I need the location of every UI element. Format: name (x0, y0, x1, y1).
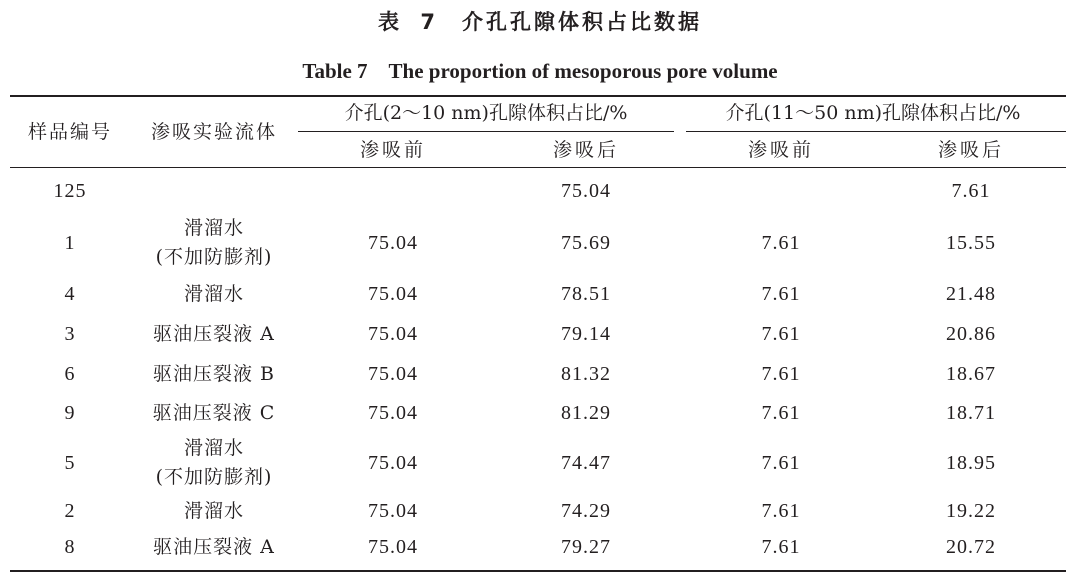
fluid-cell: 滑溜水 (183, 500, 244, 522)
g2-before-cell: 7.61 (761, 452, 801, 474)
g2-after-cell: 21.48 (946, 283, 996, 305)
g1-after-cell: 81.29 (561, 402, 611, 424)
g1-after-cell: 78.51 (561, 283, 611, 305)
sample-id-cell: 5 (64, 452, 76, 474)
bottom-rule (10, 570, 1066, 572)
g2-after-cell: 18.71 (946, 402, 996, 424)
group2-underline (686, 131, 1066, 132)
g1-after-cell: 75.04 (561, 180, 611, 202)
g2-before-cell: 7.61 (761, 500, 801, 522)
sample-id-cell: 4 (64, 283, 76, 305)
g1-before-cell: 75.04 (368, 500, 418, 522)
g2-after-cell: 7.61 (951, 180, 991, 202)
g1-after-cell: 79.14 (561, 323, 611, 345)
fluid-cell-line1: 滑溜水 (183, 437, 244, 459)
group1-underline (298, 131, 674, 132)
sample-id-cell: 6 (64, 363, 76, 385)
g2-after-cell: 19.22 (946, 500, 996, 522)
fluid-cell-line1: 滑溜水 (183, 217, 244, 239)
g1-before-cell: 75.04 (368, 452, 418, 474)
sample-id-cell: 1 (64, 232, 76, 254)
g1-before-cell: 75.04 (368, 323, 418, 345)
fluid-cell: 驱油压裂液 A (153, 323, 275, 345)
sample-id-cell: 2 (64, 500, 76, 522)
fluid-cell: 驱油压裂液 B (152, 363, 275, 385)
header-sample-no: 样品编号 (27, 121, 112, 143)
g2-after-cell: 15.55 (946, 232, 996, 254)
sample-id-cell: 8 (64, 536, 76, 558)
sample-id-cell: 3 (64, 323, 76, 345)
g1-before-cell: 75.04 (368, 402, 418, 424)
g2-after-cell: 20.86 (946, 323, 996, 345)
sample-id-cell: 9 (64, 402, 76, 424)
g1-after-cell: 79.27 (561, 536, 611, 558)
g2-before-cell: 7.61 (761, 323, 801, 345)
g2-after-cell: 18.95 (946, 452, 996, 474)
g2-before-cell: 7.61 (761, 363, 801, 385)
header-group-11-50nm: 介孔(11～50 nm)孔隙体积占比/% (725, 102, 1021, 124)
fluid-cell: 驱油压裂液 A (153, 536, 275, 558)
g2-before-cell: 7.61 (761, 536, 801, 558)
g2-before-cell: 7.61 (761, 232, 801, 254)
header-rule (10, 167, 1066, 168)
g1-before-cell: 75.04 (368, 363, 418, 385)
g1-after-cell: 81.32 (561, 363, 611, 385)
header-g2-before: 渗吸前 (747, 139, 814, 161)
g1-after-cell: 75.69 (561, 232, 611, 254)
sample-id-cell: 125 (53, 180, 87, 202)
g1-after-cell: 74.29 (561, 500, 611, 522)
g1-after-cell: 74.47 (561, 452, 611, 474)
table-title-cn: 表 7 介孔孔隙体积占比数据 (378, 10, 702, 34)
g2-after-cell: 20.72 (946, 536, 996, 558)
fluid-cell: 驱油压裂液 C (152, 402, 276, 424)
fluid-cell-line2: (不加防膨剂) (155, 466, 273, 488)
g2-before-cell: 7.61 (761, 402, 801, 424)
table-title-en: Table 7 The proportion of mesoporous pore volume (302, 59, 778, 83)
fluid-cell-line2: (不加防膨剂) (155, 246, 273, 268)
g1-before-cell: 75.04 (368, 536, 418, 558)
header-fluid: 渗吸实验流体 (150, 121, 277, 143)
header-g1-before: 渗吸前 (359, 139, 426, 161)
header-g2-after: 渗吸后 (937, 139, 1004, 161)
g2-after-cell: 18.67 (946, 363, 996, 385)
fluid-cell: 滑溜水 (183, 283, 244, 305)
top-rule (10, 95, 1066, 97)
g1-before-cell: 75.04 (368, 232, 418, 254)
g1-before-cell: 75.04 (368, 283, 418, 305)
g2-before-cell: 7.61 (761, 283, 801, 305)
header-group-2-10nm: 介孔(2～10 nm)孔隙体积占比/% (344, 102, 628, 124)
header-g1-after: 渗吸后 (552, 139, 619, 161)
